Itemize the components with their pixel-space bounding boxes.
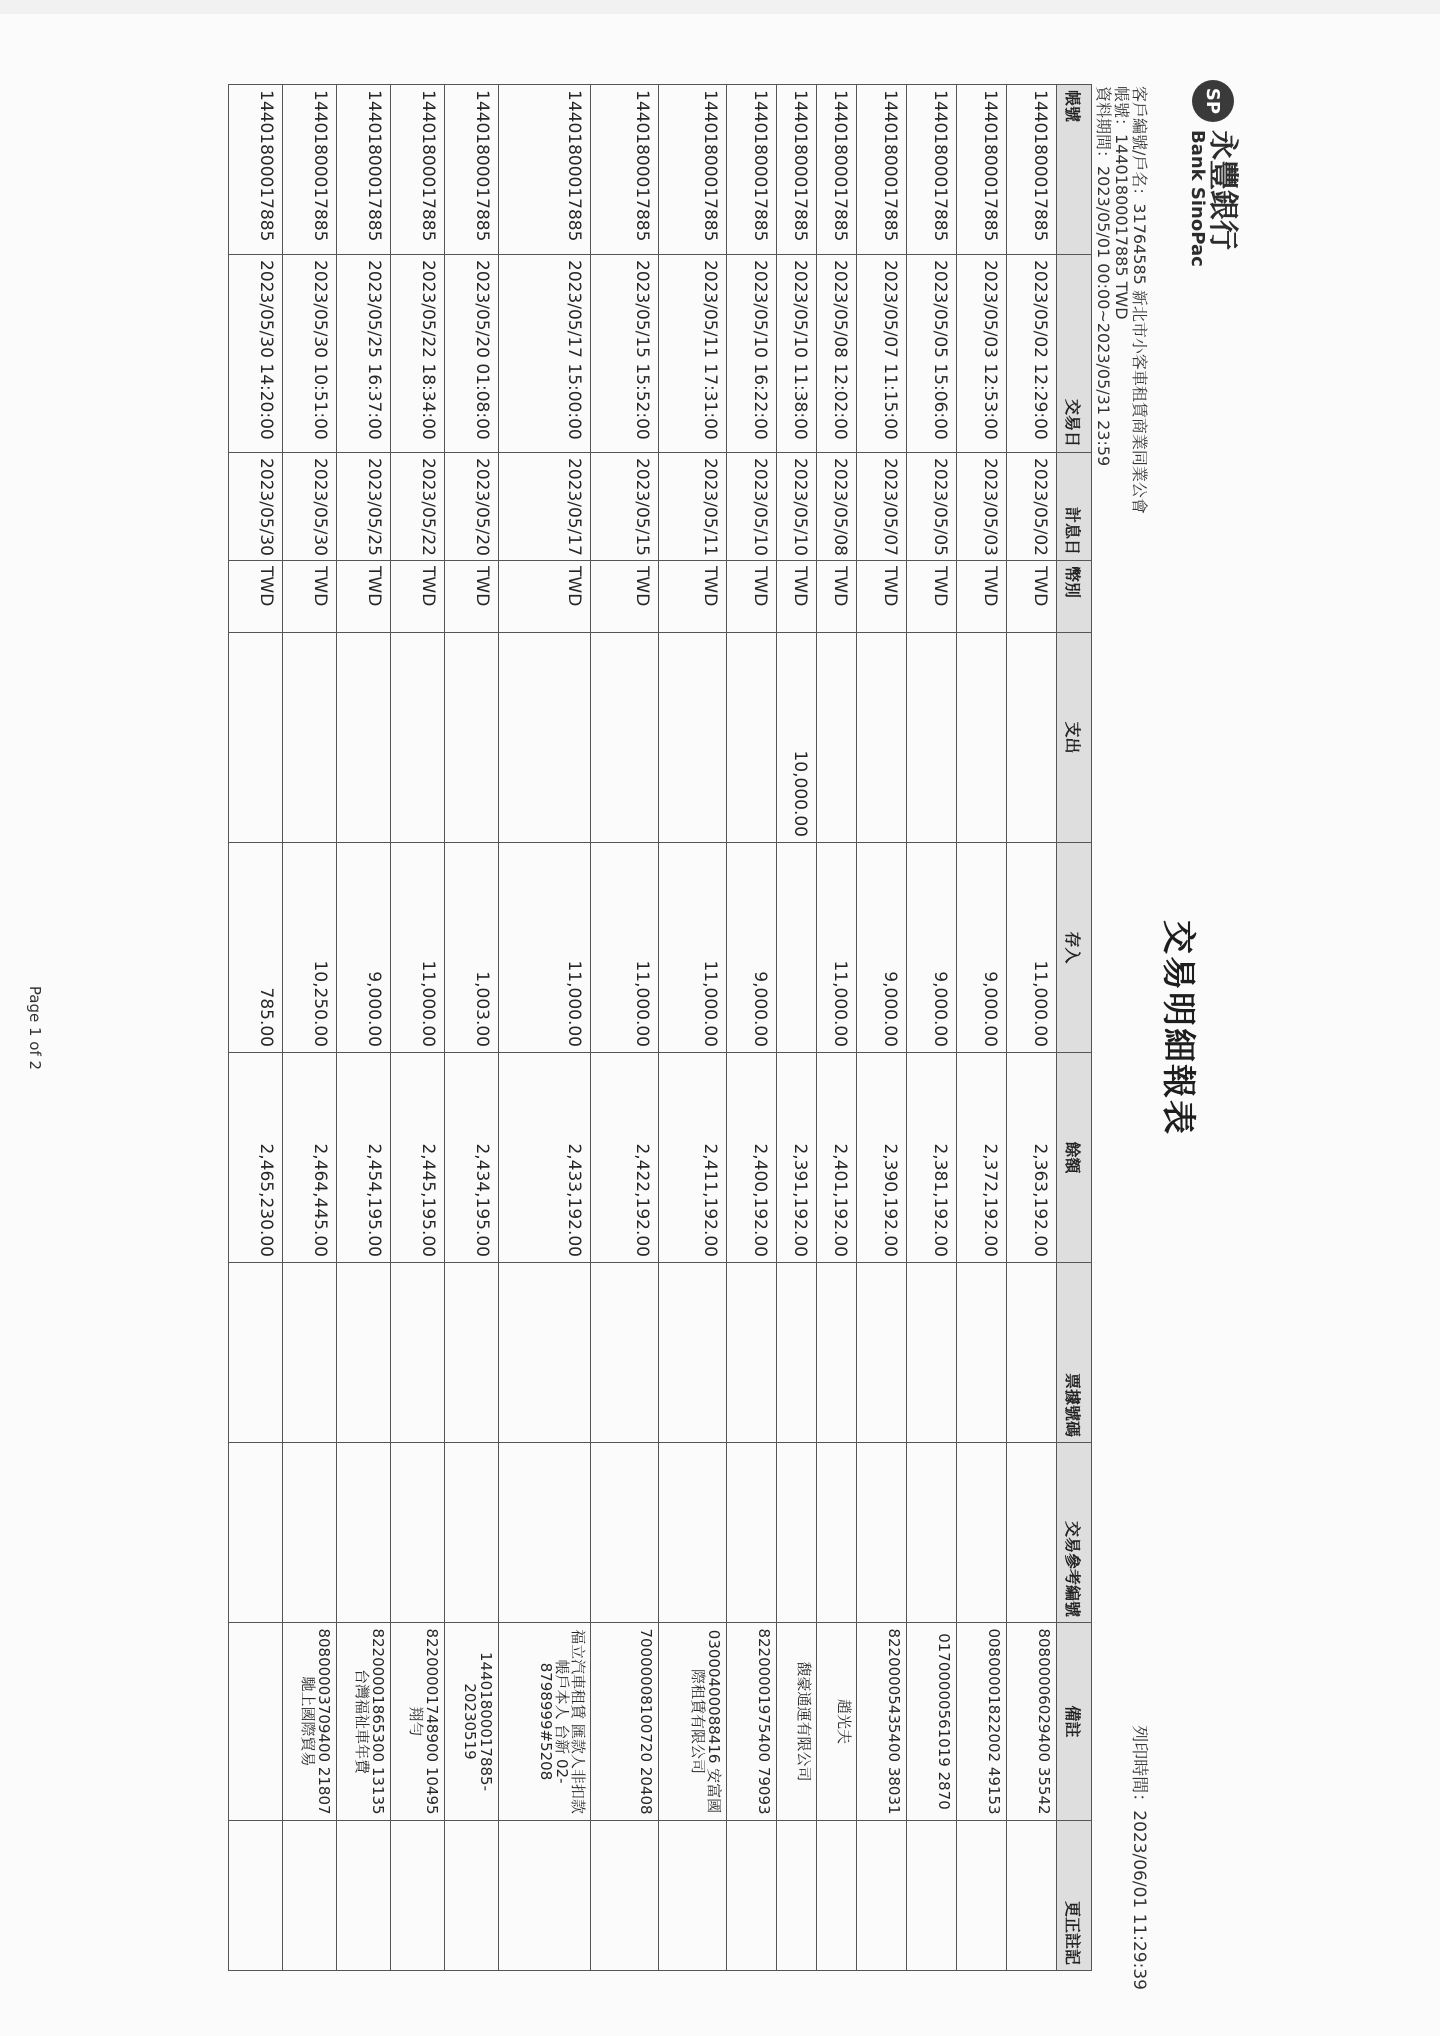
reference-cell: [777, 1443, 817, 1623]
trade-date-cell: 2023/05/10 11:38:00: [777, 255, 817, 453]
remark-cell: 82200001748900 10495 翔勻: [391, 1623, 445, 1821]
correction-cell: [499, 1821, 591, 1971]
value-date-cell: 2023/05/30: [229, 453, 283, 561]
table-row: [391, 85, 445, 1971]
correction-cell: [283, 1821, 337, 1971]
account-cell: 14401800017885: [857, 85, 907, 255]
correction-cell: [659, 1821, 727, 1971]
table-header: [1057, 85, 1092, 1971]
bank-name-en: Bank SinoPac: [1187, 130, 1209, 267]
withdrawal-cell: [445, 633, 499, 843]
currency-cell: TWD: [957, 561, 1007, 633]
trade-date-cell: 2023/05/30 10:51:00: [283, 255, 337, 453]
remark-cell: 70000008100720 20408: [591, 1623, 659, 1821]
deposit-cell: 11,000.00: [591, 843, 659, 1053]
balance-cell: 2,422,192.00: [591, 1053, 659, 1263]
reference-cell: [229, 1443, 283, 1623]
remark-cell: 01700000561019 2870: [907, 1623, 957, 1821]
table-row: [817, 85, 857, 1971]
correction-cell: [857, 1821, 907, 1971]
trade-date-cell: 2023/05/08 12:02:00: [817, 255, 857, 453]
withdrawal-cell: [957, 633, 1007, 843]
balance-cell: 2,434,195.00: [445, 1053, 499, 1263]
value-date-cell: 2023/05/07: [857, 453, 907, 561]
currency-cell: TWD: [499, 561, 591, 633]
table-row: [727, 85, 777, 1971]
currency-cell: TWD: [817, 561, 857, 633]
remark-cell: 82200005435400 38031: [857, 1623, 907, 1821]
check-no-cell: [907, 1263, 957, 1443]
correction-cell: [391, 1821, 445, 1971]
withdrawal-cell: [817, 633, 857, 843]
correction-cell: [337, 1821, 391, 1971]
trade-date-cell: 2023/05/05 15:06:00: [907, 255, 957, 453]
trade-date-cell: 2023/05/15 15:52:00: [591, 255, 659, 453]
table-row: [591, 85, 659, 1971]
check-no-cell: [1007, 1263, 1057, 1443]
value-date-cell: 2023/05/11: [659, 453, 727, 561]
withdrawal-cell: [857, 633, 907, 843]
account-cell: 14401800017885: [777, 85, 817, 255]
col-correction: 更正註記: [1057, 1821, 1092, 1971]
deposit-cell: 9,000.00: [907, 843, 957, 1053]
balance-cell: 2,465,230.00: [229, 1053, 283, 1263]
trade-date-cell: 2023/05/25 16:37:00: [337, 255, 391, 453]
check-no-cell: [777, 1263, 817, 1443]
check-no-cell: [591, 1263, 659, 1443]
value-date-cell: 2023/05/03: [957, 453, 1007, 561]
check-no-cell: [445, 1263, 499, 1443]
col-balance: 餘額: [1057, 1053, 1092, 1263]
col-check-no: 票據號碼: [1057, 1263, 1092, 1443]
account-cell: 14401800017885: [727, 85, 777, 255]
value-date-cell: 2023/05/20: [445, 453, 499, 561]
correction-cell: [817, 1821, 857, 1971]
account-cell: 14401800017885: [591, 85, 659, 255]
currency-cell: TWD: [283, 561, 337, 633]
account-cell: 14401800017885: [817, 85, 857, 255]
statement-page: [0, 60, 1250, 1996]
value-date-cell: 2023/05/22: [391, 453, 445, 561]
withdrawal-cell: [1007, 633, 1057, 843]
report-title: 交易明細報表: [1158, 920, 1198, 1136]
trade-date-cell: 2023/05/11 17:31:00: [659, 255, 727, 453]
account-info: [1094, 86, 1148, 514]
deposit-cell: 9,000.00: [857, 843, 907, 1053]
deposit-cell: 9,000.00: [727, 843, 777, 1053]
account-cell: 14401800017885: [391, 85, 445, 255]
scan-top-edge: [0, 0, 1440, 14]
trade-date-cell: 2023/05/03 12:53:00: [957, 255, 1007, 453]
table-row: [957, 85, 1007, 1971]
balance-cell: 2,445,195.00: [391, 1053, 445, 1263]
withdrawal-cell: [337, 633, 391, 843]
balance-cell: 2,401,192.00: [817, 1053, 857, 1263]
check-no-cell: [229, 1263, 283, 1443]
balance-cell: 2,381,192.00: [907, 1053, 957, 1263]
reference-cell: [591, 1443, 659, 1623]
table-row: [445, 85, 499, 1971]
value-date-cell: 2023/05/25: [337, 453, 391, 561]
trade-date-cell: 2023/05/17 15:00:00: [499, 255, 591, 453]
trade-date-cell: 2023/05/10 16:22:00: [727, 255, 777, 453]
balance-cell: 2,400,192.00: [727, 1053, 777, 1263]
account-line: 帳號：14401800017885 TWD: [1112, 86, 1131, 320]
trade-date-cell: 2023/05/07 11:15:00: [857, 255, 907, 453]
table-row: [499, 85, 591, 1971]
balance-cell: 2,411,192.00: [659, 1053, 727, 1263]
value-date-cell: 2023/05/10: [727, 453, 777, 561]
reference-cell: [337, 1443, 391, 1623]
col-currency: 幣別: [1057, 561, 1092, 633]
currency-cell: TWD: [727, 561, 777, 633]
deposit-cell: [777, 843, 817, 1053]
deposit-cell: 9,000.00: [337, 843, 391, 1053]
withdrawal-cell: [591, 633, 659, 843]
reference-cell: [857, 1443, 907, 1623]
account-cell: 14401800017885: [957, 85, 1007, 255]
trade-date-cell: 2023/05/22 18:34:00: [391, 255, 445, 453]
deposit-cell: 1,003.00: [445, 843, 499, 1053]
deposit-cell: 9,000.00: [957, 843, 1007, 1053]
deposit-cell: 11,000.00: [499, 843, 591, 1053]
balance-cell: 2,372,192.00: [957, 1053, 1007, 1263]
remark-cell: 00800001822002 49153: [957, 1623, 1007, 1821]
withdrawal-cell: [283, 633, 337, 843]
col-account: 帳號: [1057, 85, 1092, 255]
correction-cell: [907, 1821, 957, 1971]
deposit-cell: 10,250.00: [283, 843, 337, 1053]
withdrawal-cell: [391, 633, 445, 843]
reference-cell: [907, 1443, 957, 1623]
currency-cell: TWD: [337, 561, 391, 633]
reference-cell: [1007, 1443, 1057, 1623]
reference-cell: [817, 1443, 857, 1623]
col-value-date: 計息日: [1057, 453, 1092, 561]
currency-cell: TWD: [1007, 561, 1057, 633]
table-row: [283, 85, 337, 1971]
reference-cell: [391, 1443, 445, 1623]
period-line: 資料期間：2023/05/01 00:00~2023/05/31 23:59: [1094, 86, 1113, 467]
value-date-cell: 2023/05/30: [283, 453, 337, 561]
remark-cell: 80800003709400 21807 馳上國際貿易: [283, 1623, 337, 1821]
bank-logo-icon: SP: [1192, 80, 1234, 122]
balance-cell: 2,390,192.00: [857, 1053, 907, 1263]
account-cell: 14401800017885: [229, 85, 283, 255]
deposit-cell: 785.00: [229, 843, 283, 1053]
currency-cell: TWD: [857, 561, 907, 633]
withdrawal-cell: [499, 633, 591, 843]
currency-cell: TWD: [907, 561, 957, 633]
balance-cell: 2,454,195.00: [337, 1053, 391, 1263]
currency-cell: TWD: [391, 561, 445, 633]
remark-cell: 14401800017885-20230519: [445, 1623, 499, 1821]
reference-cell: [957, 1443, 1007, 1623]
remark-cell: 福立汽車租賃 匯款人非扣款帳戶本人 台新 02-8798999#5208: [499, 1623, 591, 1821]
currency-cell: TWD: [777, 561, 817, 633]
check-no-cell: [957, 1263, 1007, 1443]
currency-cell: TWD: [229, 561, 283, 633]
withdrawal-cell: [229, 633, 283, 843]
remark-cell: 82200001975400 79093: [727, 1623, 777, 1821]
value-date-cell: 2023/05/15: [591, 453, 659, 561]
remark-cell: 馥豪通運有限公司: [777, 1623, 817, 1821]
table-row: [777, 85, 817, 1971]
currency-cell: TWD: [659, 561, 727, 633]
deposit-cell: 11,000.00: [1007, 843, 1057, 1053]
check-no-cell: [391, 1263, 445, 1443]
check-no-cell: [817, 1263, 857, 1443]
table-row: [659, 85, 727, 1971]
customer-line: 客戶編號/戶名：31764585 新北市小客車租賃商業同業公會: [1130, 86, 1149, 514]
correction-cell: [777, 1821, 817, 1971]
correction-cell: [957, 1821, 1007, 1971]
reference-cell: [499, 1443, 591, 1623]
balance-cell: 2,391,192.00: [777, 1053, 817, 1263]
table-row: [1007, 85, 1057, 1971]
value-date-cell: 2023/05/08: [817, 453, 857, 561]
currency-cell: TWD: [591, 561, 659, 633]
balance-cell: 2,433,192.00: [499, 1053, 591, 1263]
remark-cell: 03000400088416 安富國際租賃有限公司: [659, 1623, 727, 1821]
transaction-table: [228, 84, 1092, 1971]
currency-cell: TWD: [445, 561, 499, 633]
balance-cell: 2,464,445.00: [283, 1053, 337, 1263]
withdrawal-cell: [907, 633, 957, 843]
col-reference: 交易參考編號: [1057, 1443, 1092, 1623]
withdrawal-cell: 10,000.00: [777, 633, 817, 843]
table-row: [229, 85, 283, 1971]
col-withdrawal: 支出: [1057, 633, 1092, 843]
check-no-cell: [727, 1263, 777, 1443]
account-cell: 14401800017885: [283, 85, 337, 255]
table-row: [907, 85, 957, 1971]
correction-cell: [591, 1821, 659, 1971]
bank-name-cn: 永豐銀行: [1205, 130, 1240, 250]
page-number: Page 1 of 2: [26, 985, 44, 1071]
check-no-cell: [659, 1263, 727, 1443]
value-date-cell: 2023/05/02: [1007, 453, 1057, 561]
trade-date-cell: 2023/05/20 01:08:00: [445, 255, 499, 453]
deposit-cell: 11,000.00: [659, 843, 727, 1053]
table-row: [337, 85, 391, 1971]
correction-cell: [445, 1821, 499, 1971]
remark-cell: 趙光夫: [817, 1623, 857, 1821]
col-remark: 備註: [1057, 1623, 1092, 1821]
col-trade-date: 交易日: [1057, 255, 1092, 453]
correction-cell: [727, 1821, 777, 1971]
account-cell: 14401800017885: [659, 85, 727, 255]
check-no-cell: [499, 1263, 591, 1443]
col-deposit: 存入: [1057, 843, 1092, 1053]
remark-cell: 82200001865300 13135 台灣福祉車年費: [337, 1623, 391, 1821]
withdrawal-cell: [659, 633, 727, 843]
print-time: 列印時間：2023/06/01 11:29:39: [1129, 1725, 1149, 1990]
table-row: [857, 85, 907, 1971]
balance-cell: 2,363,192.00: [1007, 1053, 1057, 1263]
check-no-cell: [337, 1263, 391, 1443]
trade-date-cell: 2023/05/30 14:20:00: [229, 255, 283, 453]
account-cell: 14401800017885: [445, 85, 499, 255]
account-cell: 14401800017885: [907, 85, 957, 255]
check-no-cell: [283, 1263, 337, 1443]
trade-date-cell: 2023/05/02 12:29:00: [1007, 255, 1057, 453]
value-date-cell: 2023/05/17: [499, 453, 591, 561]
withdrawal-cell: [727, 633, 777, 843]
reference-cell: [445, 1443, 499, 1623]
check-no-cell: [857, 1263, 907, 1443]
remark-cell: [229, 1623, 283, 1821]
remark-cell: 80800006029400 35542: [1007, 1623, 1057, 1821]
deposit-cell: 11,000.00: [817, 843, 857, 1053]
account-cell: 14401800017885: [1007, 85, 1057, 255]
account-cell: 14401800017885: [337, 85, 391, 255]
reference-cell: [727, 1443, 777, 1623]
reference-cell: [659, 1443, 727, 1623]
account-cell: 14401800017885: [499, 85, 591, 255]
value-date-cell: 2023/05/05: [907, 453, 957, 561]
deposit-cell: 11,000.00: [391, 843, 445, 1053]
correction-cell: [229, 1821, 283, 1971]
correction-cell: [1007, 1821, 1057, 1971]
reference-cell: [283, 1443, 337, 1623]
value-date-cell: 2023/05/10: [777, 453, 817, 561]
table-body: [229, 85, 1057, 1971]
